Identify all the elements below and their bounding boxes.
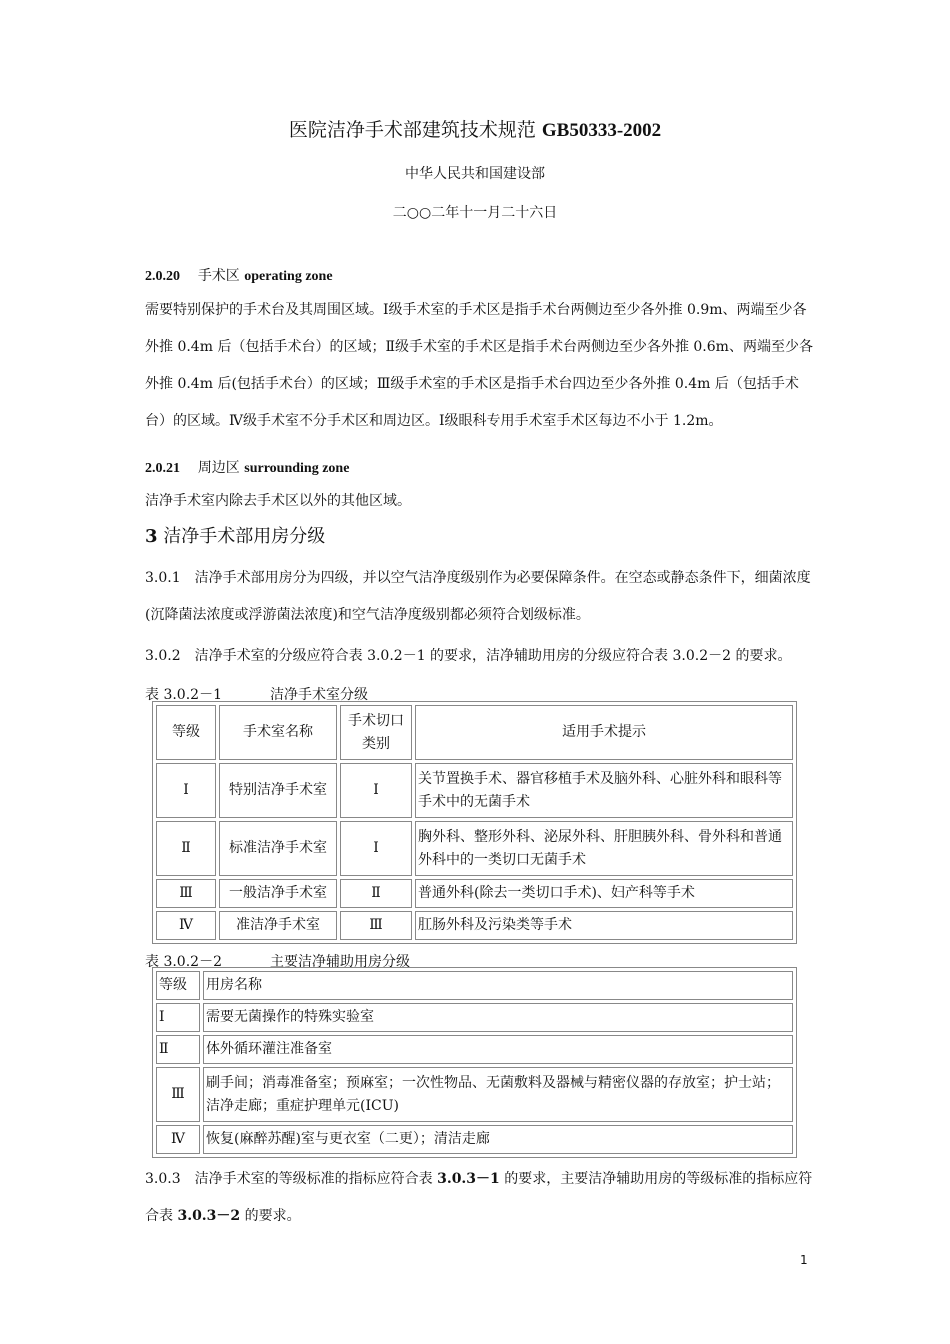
table-row	[156, 911, 793, 940]
document-title	[0, 115, 950, 142]
header-cell: 适用手术提示	[415, 705, 793, 760]
section-term-en: operating zone	[244, 269, 333, 284]
table-cell: Ⅰ	[156, 763, 216, 818]
section-number: 2.0.20	[145, 269, 180, 284]
table-row	[156, 763, 793, 818]
table-cell: Ⅱ	[340, 879, 412, 908]
table-cell: Ⅰ	[156, 1003, 200, 1032]
header-cell: 等级	[156, 705, 216, 760]
table-cell: Ⅱ	[156, 1035, 200, 1064]
table-cell: Ⅲ	[340, 911, 412, 940]
section-term-en: surrounding zone	[244, 461, 350, 476]
table-cell: 准洁净手术室	[219, 911, 337, 940]
table-header-row	[156, 971, 793, 1000]
table-cell: Ⅲ	[156, 879, 216, 908]
title-text: 医院洁净手术部建筑技术规范	[288, 119, 536, 141]
table-cell: 一般洁净手术室	[219, 879, 337, 908]
issue-date: 二○○二年十一月二十六日	[392, 205, 558, 221]
table-reference: 3.0.3－1	[437, 1171, 500, 1187]
caption-number: 表 3.0.2－2	[145, 954, 222, 970]
caption-title: 主要洁净辅助用房分级	[269, 954, 410, 970]
table-reference: 3.0.3－2	[177, 1208, 241, 1224]
section-term: 周边区	[197, 460, 240, 476]
table-cell: 胸外科、整形外科、泌尿外科、肝胆胰外科、骨外科和普通外科中的一类切口无菌手术	[415, 821, 793, 876]
section-term: 手术区	[197, 268, 240, 284]
table-cell: Ⅰ	[340, 821, 412, 876]
section-heading-2-0-21	[145, 457, 349, 477]
table-row	[156, 1003, 793, 1032]
table-cell: Ⅳ	[156, 1125, 200, 1154]
table-cell: 标准洁净手术室	[219, 821, 337, 876]
header-cell: 等级	[156, 971, 200, 1000]
clause-3-0-3	[145, 1161, 815, 1235]
caption-title: 洁净手术室分级	[269, 687, 368, 703]
table-row	[156, 821, 793, 876]
clause-text: 的要求，主要洁净辅助用房的等级标准的指标应符合表	[145, 1171, 813, 1224]
header-cell: 用房名称	[203, 971, 793, 1000]
clause-3-0-2: 3.0.2 洁净手术室的分级应符合表 3.0.2－1 的要求，洁净辅助用房的分级应符合表 3.0.2－2 的要求。	[145, 648, 792, 664]
table-row	[156, 1067, 793, 1122]
chapter-number: 3	[145, 526, 158, 547]
table-cell: Ⅲ	[156, 1067, 200, 1122]
table-header-row	[156, 705, 793, 760]
section-body-2-0-20: 需要特别保护的手术台及其周围区域。Ⅰ级手术室的手术区是指手术台两侧边至少各外推 0.9m、两端至少各外推 0.4m 后（包括手术台）的区域；Ⅱ级手术室的手术区是指手术台两侧边至少各外推 0.6m、两端至少各外推 0.4m 后(包括手术台）的区域；Ⅲ级手术室的手术区是指手术台四边至少各外推 0.4m 后（包括手术台）的区域。Ⅳ级手术室不分手术区和周边区。Ⅰ级眼科专用手术室手术区每边不小于 1.2m。	[145, 302, 813, 429]
header-cell: 手术室名称	[219, 705, 337, 760]
table-cell: 肛肠外科及污染类等手术	[415, 911, 793, 940]
publisher: 中华人民共和国建设部	[405, 166, 545, 182]
table-auxiliary-grades	[152, 967, 797, 1158]
table-row	[156, 1035, 793, 1064]
table-cell: Ⅳ	[156, 911, 216, 940]
section-number: 2.0.21	[145, 461, 180, 476]
table2-wrapper	[152, 967, 797, 1158]
clause-text: 的要求。	[244, 1208, 301, 1224]
table-cell: Ⅱ	[156, 821, 216, 876]
table-cell: 需要无菌操作的特殊实验室	[203, 1003, 793, 1032]
table-row	[156, 1125, 793, 1154]
table-cell: 恢复(麻醉苏醒)室与更衣室（二更）；清洁走廊	[203, 1125, 793, 1154]
clause-text: 3.0.3 洁净手术室的等级标准的指标应符合表	[145, 1171, 433, 1187]
table1-wrapper	[152, 701, 797, 944]
chapter-heading	[145, 522, 325, 548]
section-body-2-0-21: 洁净手术室内除去手术区以外的其他区域。	[145, 493, 411, 509]
header-cell: 手术切口类别	[340, 705, 412, 760]
table-cell: Ⅰ	[340, 763, 412, 818]
clause-3-0-1: 3.0.1 洁净手术部用房分为四级，并以空气洁净度级别作为必要保障条件。在空态或静态条件下，细菌浓度(沉降菌法浓度或浮游菌法浓度)和空气洁净度级别都必须符合划级标准。	[145, 570, 811, 623]
section-heading-2-0-20	[145, 265, 333, 285]
title-code: GB50333-2002	[541, 120, 662, 141]
caption-number: 表 3.0.2－1	[145, 687, 222, 703]
table-cell: 关节置换手术、器官移植手术及脑外科、心脏外科和眼科等手术中的无菌手术	[415, 763, 793, 818]
table-cell: 刷手间；消毒准备室；预麻室；一次性物品、无菌敷料及器械与精密仪器的存放室；护士站；洁净走廊；重症护理单元(ICU)	[203, 1067, 793, 1122]
chapter-title: 洁净手术部用房分级	[163, 526, 326, 547]
table-cell: 普通外科(除去一类切口手术)、妇产科等手术	[415, 879, 793, 908]
table-row	[156, 879, 793, 908]
table-room-grades	[152, 701, 797, 944]
page-number: 1	[800, 1253, 808, 1267]
table-cell: 特别洁净手术室	[219, 763, 337, 818]
table-cell: 体外循环灌注准备室	[203, 1035, 793, 1064]
